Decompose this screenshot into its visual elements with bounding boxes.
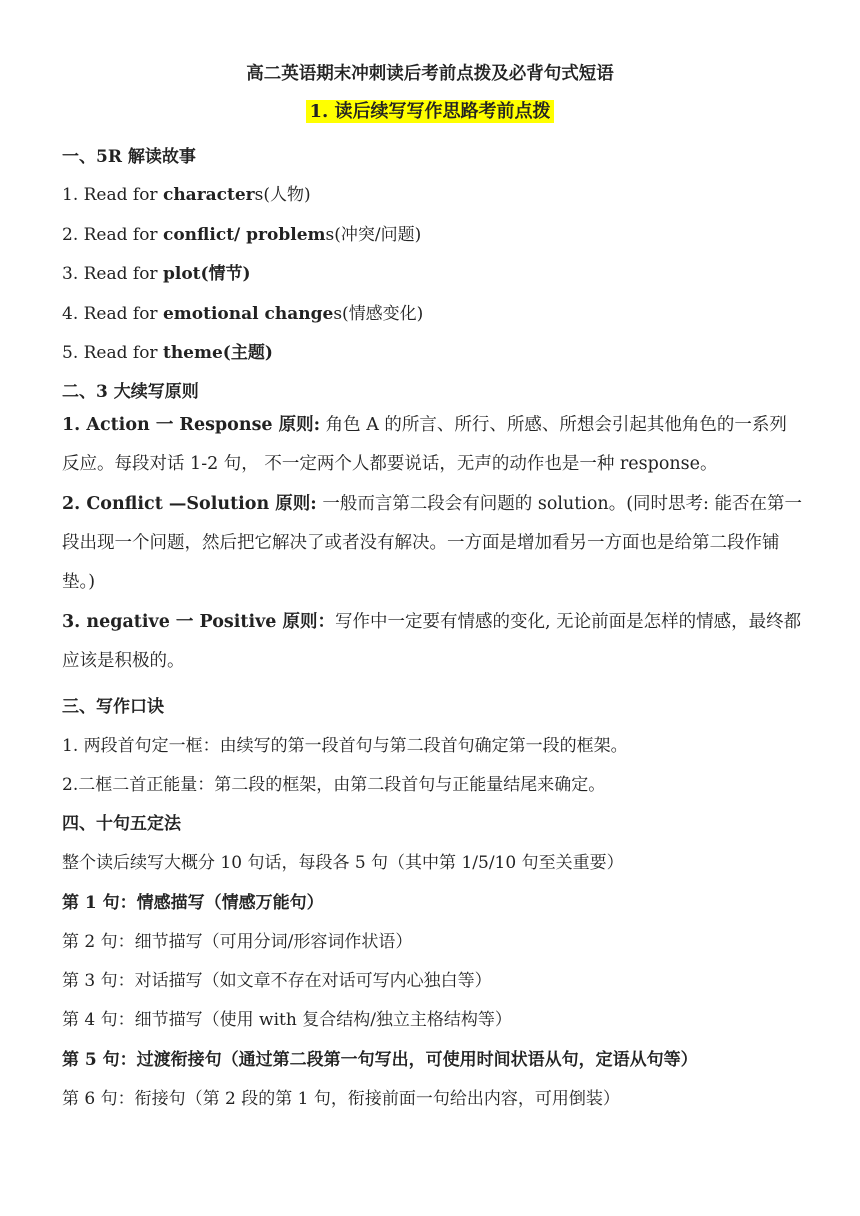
principle-conflict-solution: 2. Conflict —Solution 原则: 一般而言第二段会有问题的 solution。(同时思考: 能否在第一段出现一个问题，然后把它解决了或者没有解决。一方面是增加看另一方面也是给第二段作铺垫。) bbox=[62, 494, 802, 592]
highlighted-subtitle: 1. 读后续写写作思路考前点拨 bbox=[306, 100, 553, 123]
section-title-1 bbox=[0, 97, 860, 123]
formula-line: 2.二框二首正能量：第二段的框架，由第二段首句与正能量结尾来确定。 bbox=[62, 775, 606, 795]
ten-sentences-intro: 整个读后续写大概分 10 句话，每段各 5 句（其中第 1/5/10 句至关重要） bbox=[62, 853, 624, 873]
list-item: 3. Read for plot(情节) bbox=[62, 264, 251, 284]
document-title: 高二英语期末冲刺读后考前点拨及必背句式短语 bbox=[246, 64, 614, 84]
sentence-rule: 第 5 句：过渡衔接句（通过第二段第一句写出，可使用时间状语从句，定语从句等） bbox=[62, 1050, 698, 1070]
list-item: 5. Read for theme(主题) bbox=[62, 343, 273, 363]
sentence-rule: 第 4 句：细节描写（使用 with 复合结构/独立主格结构等） bbox=[62, 1010, 512, 1030]
section-heading-principles: 二、3 大续写原则 bbox=[62, 382, 199, 402]
list-item: 4. Read for emotional changes(情感变化) bbox=[62, 304, 424, 324]
section-heading-5r: 一、5R 解读故事 bbox=[62, 147, 196, 167]
principle-action-response: 1. Action 一 Response 原则: 角色 A 的所言、所行、所感、所想会引起其他角色的一系列反应。每段对话 1-2 句， 不一定两个人都要说话，无声的动作也是一种 response。 bbox=[62, 415, 787, 474]
sentence-rule: 第 6 句：衔接句（第 2 段的第 1 句，衔接前面一句给出内容，可用倒装） bbox=[62, 1089, 620, 1109]
sentence-rule: 第 1 句：情感描写（情感万能句） bbox=[62, 893, 324, 913]
formula-line: 1. 两段首句定一框：由续写的第一段首句与第二段首句确定第一段的框架。 bbox=[62, 736, 628, 756]
section-heading-ten-sentences: 四、十句五定法 bbox=[62, 814, 181, 834]
sentence-rule: 第 3 句：对话描写（如文章不存在对话可写内心独白等） bbox=[62, 971, 492, 991]
list-item: 1. Read for characters(人物) bbox=[62, 185, 311, 205]
sentence-rule: 第 2 句：细节描写（可用分词/形容词作状语） bbox=[62, 932, 413, 952]
principle-negative-positive: 3. negative 一 Positive 原则：写作中一定要有情感的变化, 无论前面是怎样的情感，最终都应该是积极的。 bbox=[62, 612, 802, 671]
list-item: 2. Read for conflict/ problems(冲突/问题) bbox=[62, 225, 422, 245]
section-heading-formula: 三、写作口诀 bbox=[62, 697, 164, 717]
